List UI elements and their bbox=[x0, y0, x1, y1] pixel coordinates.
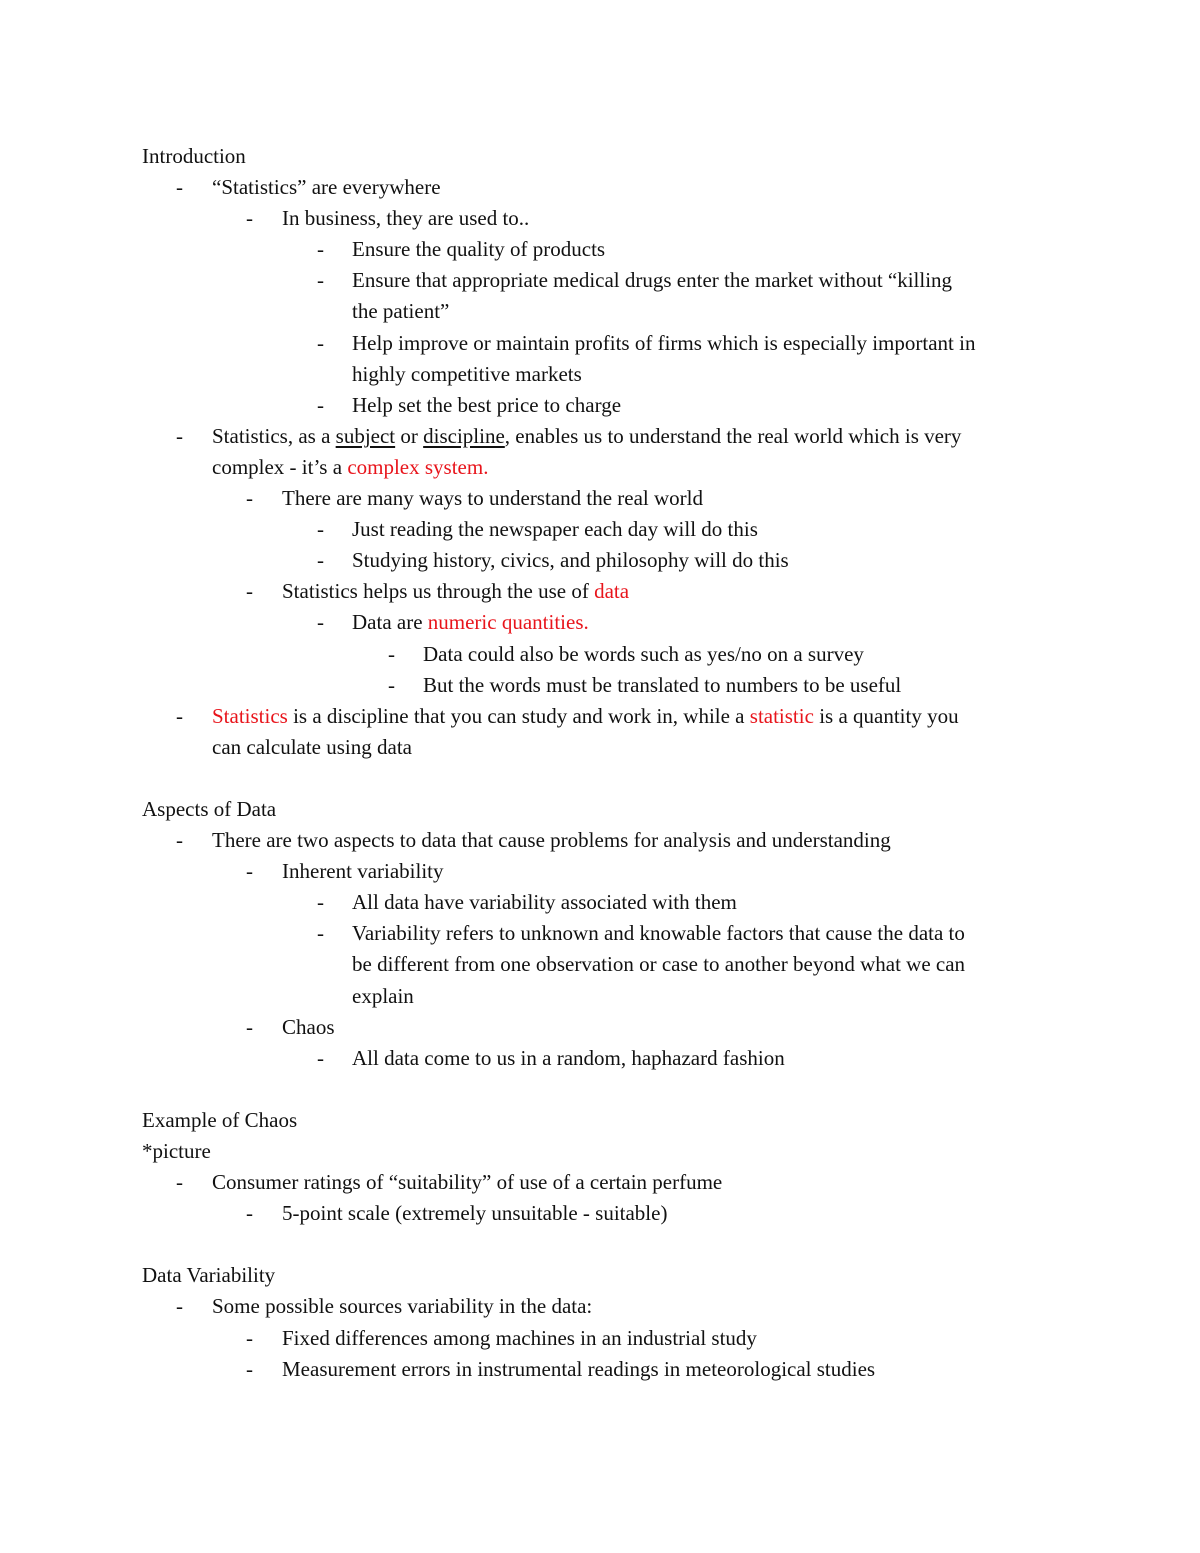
bullet-item bbox=[142, 421, 1062, 452]
bullet-dash: - bbox=[246, 859, 253, 884]
bullet-dash: - bbox=[317, 1045, 324, 1070]
bullet-item bbox=[142, 203, 1062, 234]
bullet-text: “Statistics” are everywhere bbox=[212, 175, 441, 200]
underlined-term-subject: subject bbox=[335, 423, 396, 448]
bullet-text: Variability refers to unknown and knowable factors that cause the data to bbox=[352, 921, 965, 946]
bullet-text: There are many ways to understand the real world bbox=[282, 486, 704, 511]
highlighted-term: statistic bbox=[749, 703, 814, 728]
highlighted-term: data bbox=[594, 579, 630, 604]
bullet-text: Help set the best price to charge bbox=[352, 392, 622, 417]
bullet-text: All data come to us in a random, haphazard fashion bbox=[352, 1045, 785, 1070]
bullet-text: Ensure that appropriate medical drugs enter the market without “killing bbox=[352, 268, 953, 293]
bullet-dash: - bbox=[388, 672, 395, 697]
bullet-continuation bbox=[142, 359, 1062, 390]
section-heading-aspects-of-data: Aspects of Data bbox=[142, 796, 277, 821]
bullet-text: explain bbox=[352, 983, 414, 1008]
bullet-text: Some possible sources variability in the data: bbox=[212, 1294, 593, 1319]
bullet-text: Fixed differences among machines in an industrial study bbox=[282, 1325, 757, 1350]
bullet-text: Data are bbox=[352, 610, 428, 635]
bullet-text: Ensure the quality of products bbox=[352, 237, 606, 262]
highlighted-term: Statistics bbox=[212, 703, 288, 728]
bullet-text: is a quantity you bbox=[813, 703, 959, 728]
bullet-continuation bbox=[142, 981, 1062, 1012]
bullet-item bbox=[142, 1012, 1062, 1043]
bullet-dash: - bbox=[317, 268, 324, 293]
bullet-text: highly competitive markets bbox=[352, 361, 582, 386]
bullet-dash: - bbox=[317, 330, 324, 355]
blank-line bbox=[142, 1229, 1062, 1260]
bullet-text: Help improve or maintain profits of firms which is especially important in bbox=[352, 330, 976, 355]
bullet-text: Statistics, as a bbox=[212, 423, 336, 448]
bullet-text: complex - it’s a bbox=[212, 454, 348, 479]
bullet-item bbox=[142, 1043, 1062, 1074]
bullet-text: There are two aspects to data that cause problems for analysis and understanding bbox=[212, 828, 891, 853]
bullet-item bbox=[142, 639, 1062, 670]
bullet-text: Just reading the newspaper each day will do this bbox=[352, 517, 758, 542]
underlined-term-discipline: discipline bbox=[423, 423, 505, 448]
bullet-item bbox=[142, 545, 1062, 576]
bullet-dash: - bbox=[246, 1356, 253, 1381]
bullet-item bbox=[142, 607, 1062, 638]
bullet-item bbox=[142, 1167, 1062, 1198]
bullet-dash: - bbox=[317, 237, 324, 262]
bullet-continuation bbox=[142, 296, 1062, 327]
bullet-item bbox=[142, 701, 1062, 732]
bullet-item bbox=[142, 670, 1062, 701]
bullet-text: or bbox=[395, 423, 424, 448]
bullet-text: , enables us to understand the real world which is very bbox=[504, 423, 962, 448]
bullet-dash: - bbox=[246, 579, 253, 604]
bullet-dash: - bbox=[388, 641, 395, 666]
bullet-text: be different from one observation or case to another beyond what we can bbox=[352, 952, 966, 977]
bullet-item bbox=[142, 1323, 1062, 1354]
bullet-dash: - bbox=[246, 1014, 253, 1039]
bullet-item bbox=[142, 514, 1062, 545]
bullet-dash: - bbox=[317, 610, 324, 635]
bullet-text: All data have variability associated with them bbox=[352, 890, 737, 915]
bullet-dash: - bbox=[317, 548, 324, 573]
bullet-item bbox=[142, 390, 1062, 421]
section-heading-data-variability: Data Variability bbox=[142, 1263, 276, 1288]
bullet-item bbox=[142, 856, 1062, 887]
section-heading-introduction: Introduction bbox=[142, 144, 246, 168]
bullet-dash: - bbox=[176, 1294, 183, 1319]
bullet-text: 5-point scale (extremely unsuitable - suitable) bbox=[282, 1201, 668, 1226]
bullet-text: But the words must be translated to numbers to be useful bbox=[423, 672, 902, 697]
bullet-item bbox=[142, 825, 1062, 856]
section-heading-example-of-chaos: Example of Chaos bbox=[142, 1107, 298, 1132]
bullet-item bbox=[142, 1291, 1062, 1322]
bullet-text: can calculate using data bbox=[212, 734, 412, 759]
bullet-item bbox=[142, 887, 1062, 918]
blank-line bbox=[142, 1074, 1062, 1105]
bullet-text: Measurement errors in instrumental readings in meteorological studies bbox=[282, 1356, 876, 1381]
picture-note: *picture bbox=[142, 1139, 211, 1163]
bullet-dash: - bbox=[176, 828, 183, 853]
bullet-dash: - bbox=[176, 423, 183, 448]
bullet-text: Data could also be words such as yes/no on a survey bbox=[423, 641, 864, 666]
bullet-continuation bbox=[142, 452, 1062, 483]
bullet-dash: - bbox=[317, 392, 324, 417]
bullet-item bbox=[142, 576, 1062, 607]
bullet-dash: - bbox=[176, 1170, 183, 1195]
blank-line bbox=[142, 763, 1062, 794]
bullet-item bbox=[142, 328, 1062, 359]
bullet-item bbox=[142, 483, 1062, 514]
bullet-text: is a discipline that you can study and work in, while a bbox=[287, 703, 750, 728]
bullet-dash: - bbox=[317, 921, 324, 946]
bullet-dash: - bbox=[176, 703, 183, 728]
bullet-item bbox=[142, 172, 1062, 203]
bullet-text: Statistics helps us through the use of bbox=[282, 579, 595, 604]
bullet-text: In business, they are used to.. bbox=[282, 206, 530, 231]
bullet-text: Studying history, civics, and philosophy will do this bbox=[352, 548, 789, 573]
bullet-text: the patient” bbox=[352, 299, 450, 324]
bullet-dash: - bbox=[246, 486, 253, 511]
bullet-dash: - bbox=[317, 890, 324, 915]
bullet-dash: - bbox=[317, 517, 324, 542]
bullet-item bbox=[142, 1198, 1062, 1229]
bullet-dash: - bbox=[176, 175, 183, 200]
highlighted-term: complex system. bbox=[347, 454, 489, 479]
bullet-dash: - bbox=[246, 1325, 253, 1350]
bullet-item bbox=[142, 918, 1062, 949]
bullet-continuation bbox=[142, 732, 1062, 763]
bullet-item bbox=[142, 1354, 1062, 1385]
bullet-dash: - bbox=[246, 1201, 253, 1226]
bullet-item bbox=[142, 234, 1062, 265]
document-body bbox=[142, 141, 1062, 1385]
bullet-text: Chaos bbox=[282, 1014, 335, 1039]
bullet-text: Consumer ratings of “suitability” of use of a certain perfume bbox=[212, 1170, 723, 1195]
bullet-text: Inherent variability bbox=[282, 859, 444, 884]
highlighted-term: numeric quantities. bbox=[427, 610, 589, 635]
bullet-dash: - bbox=[246, 206, 253, 231]
bullet-continuation bbox=[142, 949, 1062, 980]
bullet-item bbox=[142, 265, 1062, 296]
